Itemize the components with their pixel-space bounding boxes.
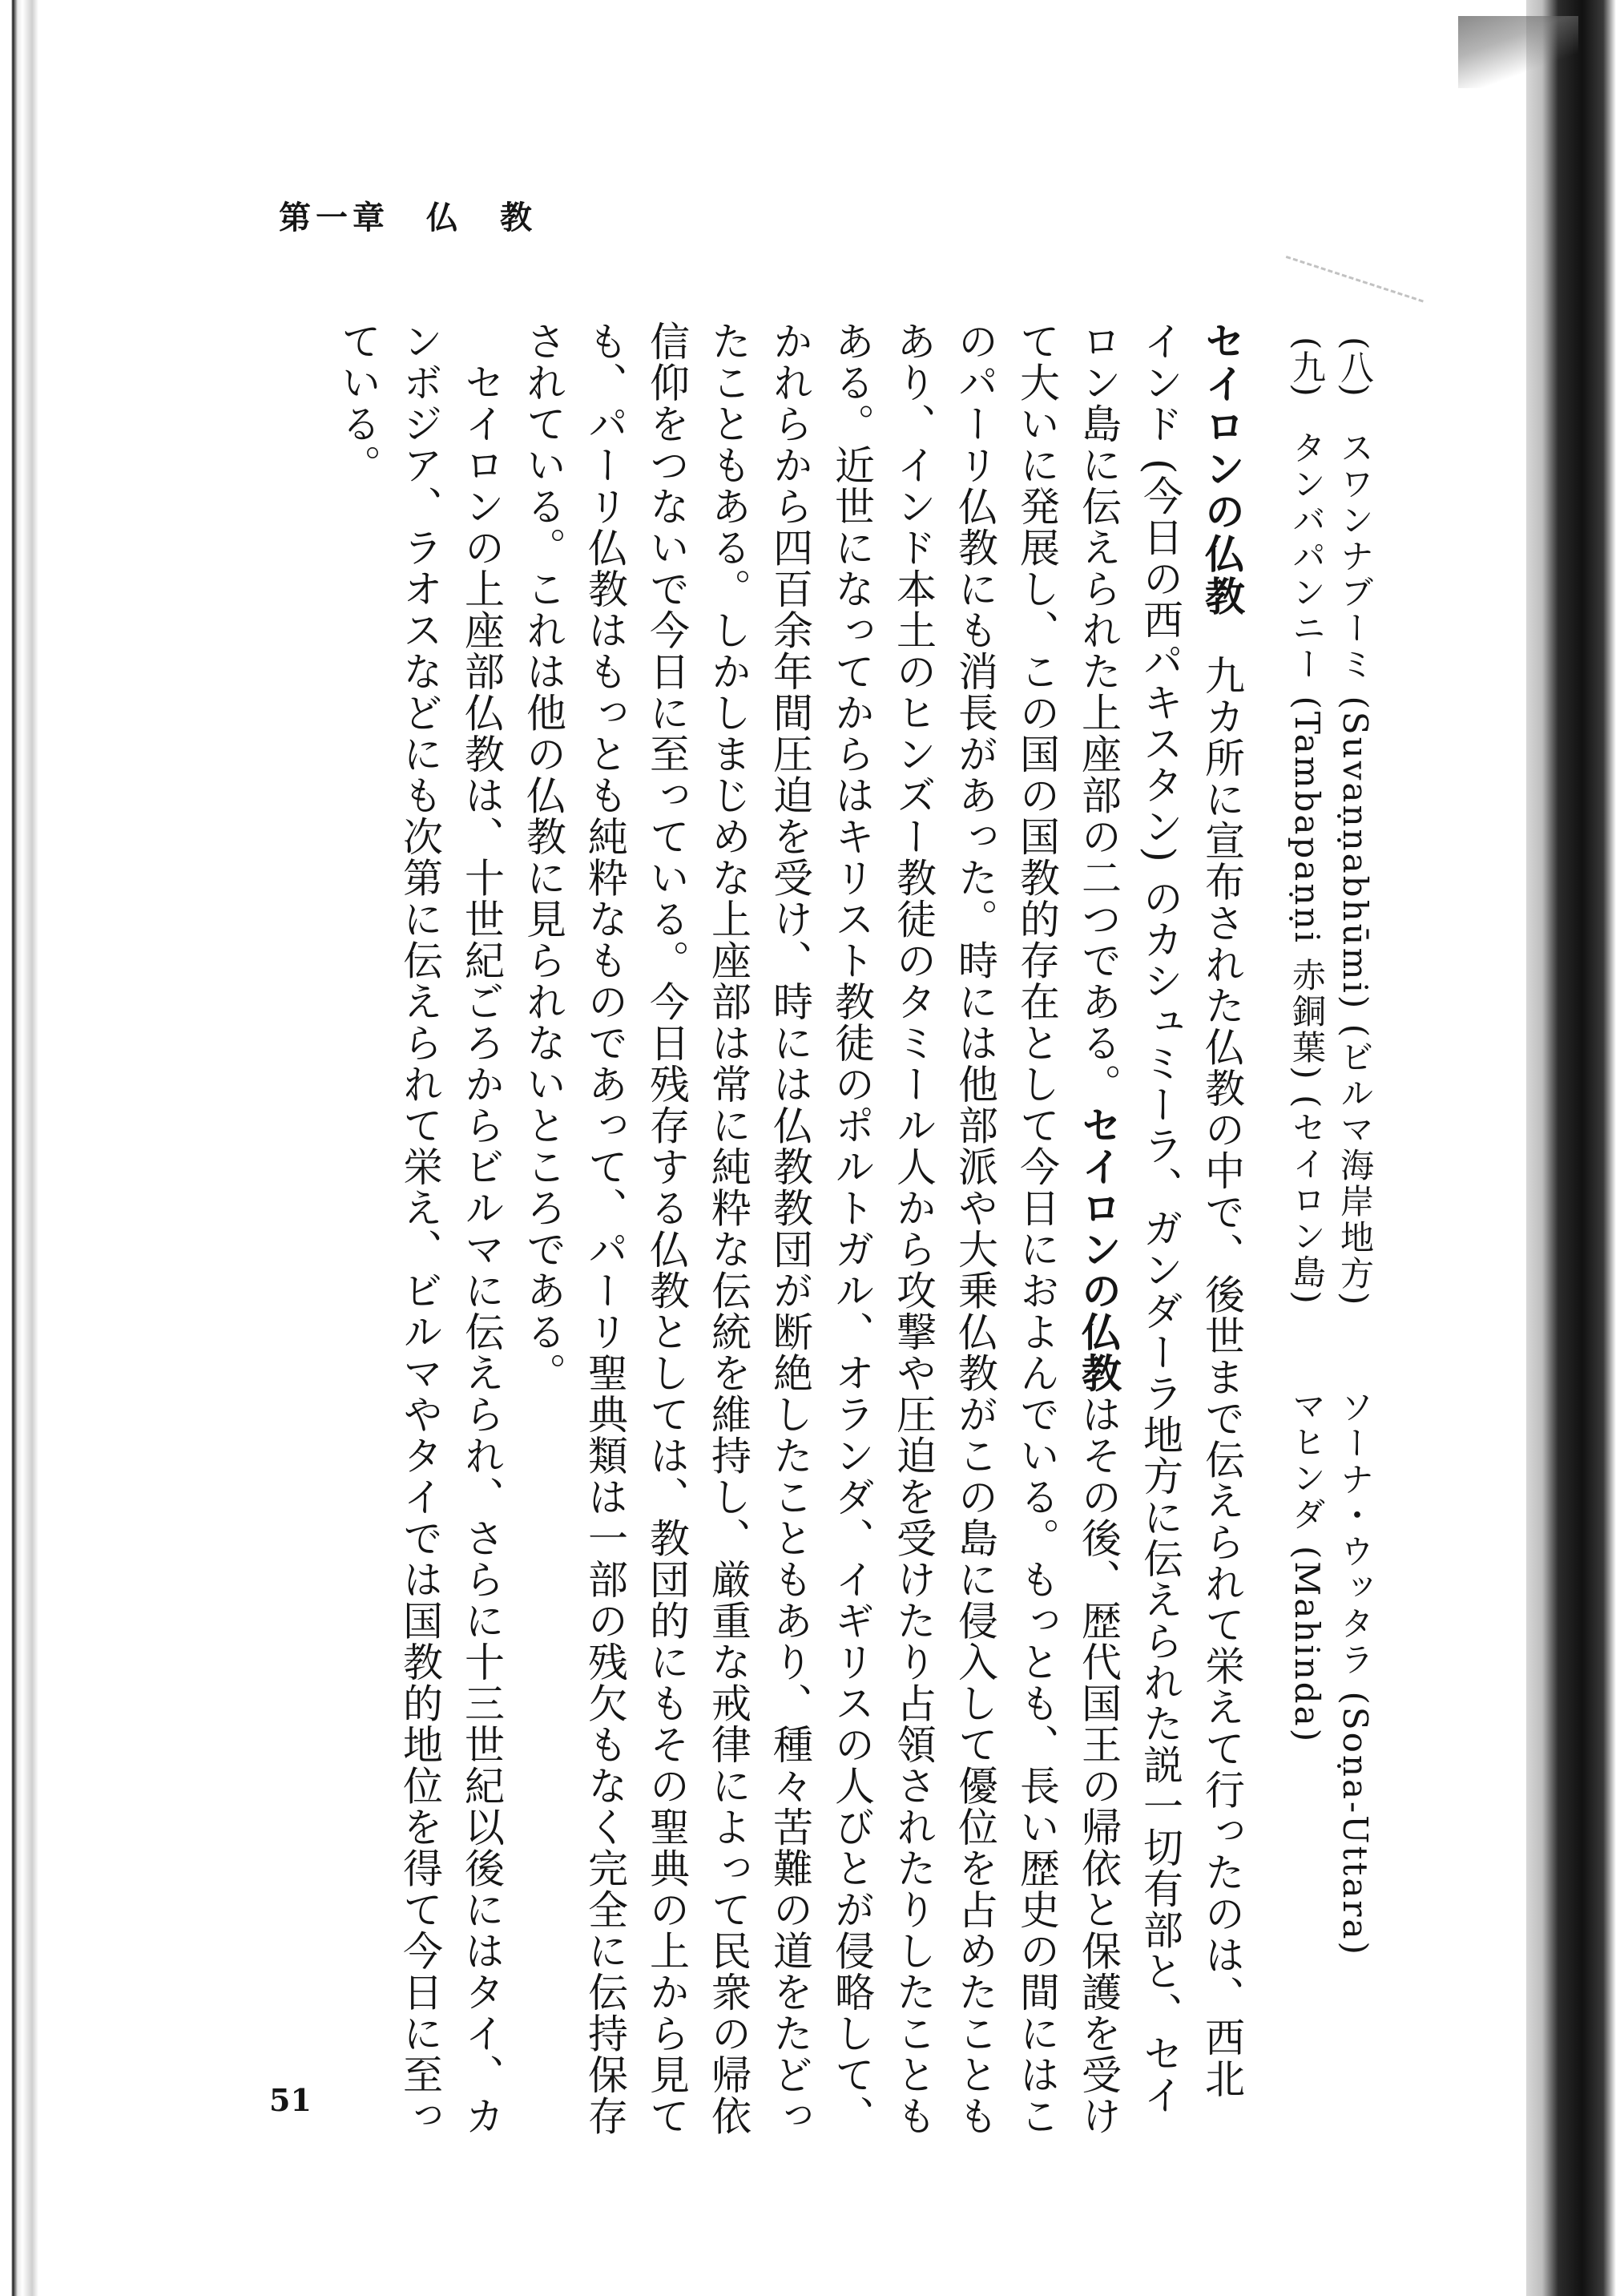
body-line [335,321,381,486]
body-line [582,321,628,2137]
note-9-term2: マヒンダ (Mahinda) [1288,1388,1327,1745]
line-segment: 信仰をつないで今日に至っている。今日残存する仏教としては、教団的にもその聖典の上から見て [643,321,690,2137]
body-line [1075,321,1122,2137]
line-segment: て大いに発展し、この国の国教的存在として今日におよんでいる。もっとも、長い歴史の間にはこ [1013,321,1060,2137]
scan-binding-edge [0,0,48,2296]
body-line [397,321,443,2137]
line-segment: 九カ所に宣布された仏教の中で、後世まで伝えられて栄えて行ったのは、西北 [1199,655,1245,2100]
line-segment: ある。近世になってからはキリスト教徒のポルトガル、オランダ、イギリスの人びとが侵略して、 [828,321,875,2137]
body-line [767,321,813,2137]
body-line [705,321,752,2137]
line-segment: も、パーリ仏教はもっとも純粋なものであって、パーリ聖典類は一部の残欠もなく完全に伝持保存 [582,321,628,2137]
line-segment: たこともある。しかしまじめな上座部は常に純粋な伝統を維持し、厳重な戒律によって民衆の帰依 [705,321,752,2137]
note-9-gloss: (セイロン島) [1288,1094,1327,1306]
line-segment: ロン島に伝えられた上座部の二つである。 [1075,321,1122,1105]
body-line [458,321,505,2137]
line-segment: あり、インド本土のヒンズー教徒のタミール人から攻撃や圧迫を受けたり占領されたりしたことも [890,321,937,2137]
body-line [520,321,566,1394]
body-line [890,321,937,2137]
note-9-marker: (九) [1288,337,1327,397]
line-segment: セイロンの上座部仏教は、十世紀ごろからビルマに伝えられ、さらに十三世紀以後にはタイ、カ [458,321,505,2137]
page-number: 51 [269,2082,312,2118]
note-9-term: タンバパンニー (Tambapaṇṇi 赤銅葉) [1288,430,1327,1082]
line-segment: ンボジア、ラオスなどにも次第に伝えられて栄え、ビルマやタイでは国教的地位を得て今日に至っ [397,321,443,2137]
inline-emphasis: セイロンの仏教 [1075,1104,1122,1394]
line-segment: かれらから四百余年間圧迫を受け、時には仏教教団が断絶したこともあり、種々苦難の道をたどっ [767,321,813,2137]
body-line [1013,321,1060,2137]
note-8-marker: (八) [1336,337,1375,397]
line-segment: はその後、歴代国王の帰依と保護を受け [1075,1394,1122,2137]
body-line [828,321,875,2137]
body-line [643,321,690,2137]
note-9 [1288,337,1327,1745]
line-segment: のパーリ仏教にも消長があった。時には他部派や大乗仏教がこの島に侵入して優位を占めたことも [952,321,998,2137]
note-8 [1336,337,1375,1957]
body-line [952,321,998,2137]
note-8-term: スワンナブーミ (Suvaṇṇabhūmi) [1336,430,1375,1011]
body-line [1199,321,1245,2100]
scan-page-edge [1526,0,1624,2296]
note-8-term2: ソーナ・ウッタラ (Soṇa-Uttara) [1336,1390,1375,1957]
body-line [1137,321,1183,2116]
running-header: 第一章 仏 教 [279,200,537,236]
line-segment: ている。 [335,321,381,486]
line-segment: インド (今日の西パキスタン) のカシュミーラ、ガンダーラ地方に伝えられた説一切有部と、セイ [1137,321,1183,2116]
line-segment: されている。これは他の仏教に見られないところである。 [520,321,566,1394]
scan-corner-shadow [1458,16,1578,88]
section-heading: セイロンの仏教 [1199,321,1245,618]
note-8-gloss: (ビルマ海岸地方) [1336,1023,1375,1308]
